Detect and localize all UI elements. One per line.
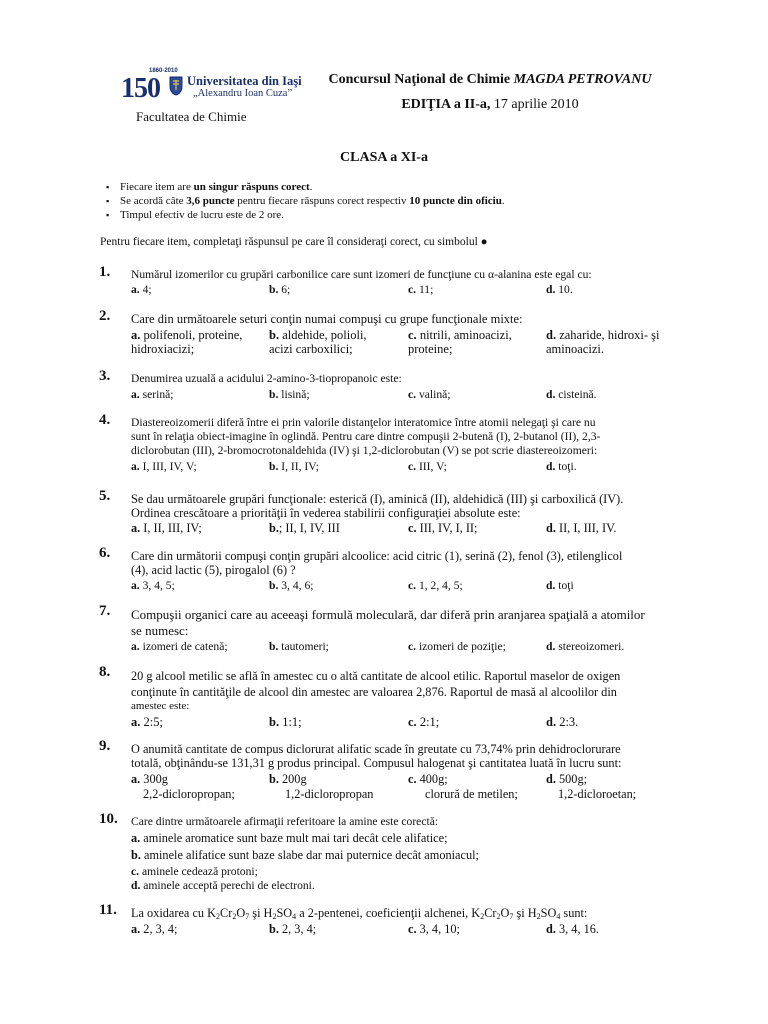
- question-number: 1.: [99, 264, 111, 280]
- option-c[interactable]: c. nitrili, aminoacizi, proteine;: [408, 328, 512, 356]
- option-b-subtext: 1,2-dicloropropan: [285, 787, 374, 801]
- option-c[interactable]: c. 2:1;: [408, 715, 440, 729]
- option-a[interactable]: a. 4;: [131, 283, 152, 296]
- edition-line: [290, 97, 690, 113]
- question-line: se numesc:: [131, 623, 189, 638]
- question-text: La oxidarea cu $K_2Cr_2O_7$ şi $H_2SO_4$ a 2-pentenei, coeficienţii alchenei, $K_2Cr_2O_7$ şi $H_2SO_4$ sunt:: [131, 906, 588, 921]
- bullet-icon: ▪: [106, 196, 110, 206]
- rule-text: pentru fiecare răspuns corect respectiv: [234, 195, 410, 207]
- option-c[interactable]: c. III, V;: [408, 460, 447, 473]
- question-number: 9.: [99, 738, 111, 754]
- rule-bold: 10 puncte din oficiu: [409, 195, 502, 207]
- question-line: sunt în relaţia obiect-imagine în oglindă. Pentru care dintre compuşii 2-butenă (I), 2-butanol (II), 2,3-: [131, 430, 601, 443]
- question-text: Care dintre următoarele afirmaţii referitoare la amine este corectă:: [131, 815, 439, 828]
- option-b[interactable]: b.; II, I, IV, III: [269, 521, 340, 535]
- options-row: [131, 460, 684, 474]
- edition-date: 17 aprilie 2010: [490, 97, 579, 112]
- option-a[interactable]: a. aminele aromatice sunt baze mult mai tari decât cele alifatice;: [131, 831, 448, 845]
- crest-icon: [169, 76, 183, 96]
- option-a[interactable]: a. I, II, III, IV;: [131, 521, 202, 535]
- rule-item: [106, 208, 505, 222]
- edition-label: EDIŢIA a II-a,: [401, 97, 491, 112]
- option-b[interactable]: b. aldehide, polioli, acizi carboxilici;: [269, 328, 367, 356]
- option-d[interactable]: d. 3, 4, 16.: [546, 922, 599, 936]
- question-line: diclorobutan (III), 2-bromocrotonaldehida (IV) şi 1,2-diclorobutan (V) se pot scrie diastereoizomeri:: [131, 444, 598, 457]
- options-row: [131, 283, 684, 297]
- question-line: conţinute în cantităţile de alcool din amestec are valoarea 2,876. Raportul de masă al alcoolilor din: [131, 685, 617, 699]
- faculty-name: Facultatea de Chimie: [136, 109, 247, 124]
- rule-text: .: [309, 181, 313, 193]
- option-c[interactable]: c. 3, 4, 10;: [408, 922, 460, 936]
- question-line: Se dau următoarele grupări funcţionale: esterică (I), aminică (II), aldehidică (III) şi carboxilică (IV).: [131, 492, 624, 506]
- options-row: [131, 772, 684, 786]
- question-line: Compuşii organici care au aceeaşi formulă moleculară, dar diferă prin aranjarea spaţială a atomilor: [131, 607, 645, 622]
- options-row: [131, 328, 684, 356]
- option-d[interactable]: d. 2:3.: [546, 715, 579, 729]
- page-header: [0, 0, 768, 180]
- option-d[interactable]: d. zaharide, hidroxi- şi aminoacizi.: [546, 328, 660, 356]
- class-title: CLASA a XI-a: [340, 150, 428, 165]
- options-row: [131, 388, 684, 402]
- option-c[interactable]: c. 400g;: [408, 772, 448, 786]
- option-b[interactable]: b. 200g: [269, 772, 307, 786]
- option-d[interactable]: d. 10.: [546, 283, 573, 296]
- question-text: Numărul izomerilor cu grupări carbonilice care sunt izomeri de funcţiune cu α-alanina este egal cu:: [131, 268, 592, 281]
- option-c[interactable]: c. 1, 2, 4, 5;: [408, 579, 463, 592]
- question-line: (4), acid lactic (5), pirogalol (6) ?: [131, 563, 296, 577]
- option-b[interactable]: b. 6;: [269, 283, 291, 296]
- contest-title: [290, 72, 690, 88]
- rule-item: [106, 194, 505, 208]
- logo-years: 1860-2010: [149, 68, 178, 74]
- question-line: Ordinea crescătoare a priorităţii în vederea stabilirii configuraţiei absolute este:: [131, 506, 521, 520]
- rule-bold: un singur răspuns corect: [193, 181, 310, 193]
- question-number: 7.: [99, 603, 111, 619]
- question-number: 10.: [99, 811, 118, 827]
- question-number: 5.: [99, 488, 111, 504]
- question-number: 8.: [99, 664, 111, 680]
- question-text: [131, 742, 684, 770]
- options-row: [131, 640, 684, 654]
- option-c[interactable]: c. valină;: [408, 388, 451, 401]
- question-text: [131, 416, 684, 458]
- option-a[interactable]: a. izomeri de catenă;: [131, 640, 228, 653]
- bullet-icon: ▪: [106, 182, 110, 192]
- option-c-subtext: clorură de metilen;: [425, 787, 518, 801]
- question-number: 11.: [99, 902, 117, 918]
- option-b[interactable]: b. 2, 3, 4;: [269, 922, 317, 936]
- logo-university-line2: „Alexandru Ioan Cuza”: [193, 88, 293, 99]
- question-line: Diastereoizomerii diferă între ei prin valorile distanţelor interatomice între atomii nelegaţi şi care nu: [131, 416, 596, 429]
- options-row: [131, 715, 684, 729]
- option-d[interactable]: d. cisteină.: [546, 388, 597, 401]
- question-line: 20 g alcool metilic se află în amestec cu o altă cantitate de alcool etilic. Raportul maselor de oxigen: [131, 669, 621, 683]
- question-text: Denumirea uzuală a acidului 2-amino-3-tiopropanoic este:: [131, 372, 402, 385]
- question-text: Care din următoarele seturi conţin numai compuşi cu grupe funcţionale mixte:: [131, 312, 523, 326]
- contest-prefix: Concursul Naţional de Chimie: [328, 72, 514, 87]
- option-c[interactable]: c. izomeri de poziţie;: [408, 640, 506, 653]
- option-c[interactable]: c. III, IV, I, II;: [408, 521, 478, 535]
- option-b[interactable]: b. lisină;: [269, 388, 310, 401]
- option-b[interactable]: b. 1:1;: [269, 715, 302, 729]
- contest-name: MAGDA PETROVANU: [513, 72, 652, 87]
- option-b[interactable]: b. I, II, IV;: [269, 460, 320, 473]
- option-d-subtext: 1,2-dicloroetan;: [558, 787, 637, 801]
- bullet-icon: ▪: [106, 210, 110, 220]
- question-number: 2.: [99, 308, 111, 324]
- option-a[interactable]: a. polifenoli, proteine, hidroxiacizi;: [131, 328, 243, 356]
- option-a-subtext: 2,2-dicloropropan;: [143, 787, 235, 801]
- question-line: totală, obţinându-se 131,31 g produs principal. Compusul halogenat şi cantitatea luată în lucru sunt:: [131, 756, 622, 770]
- rule-text: Timpul efectiv de lucru este de 2 ore.: [120, 209, 284, 221]
- question-text: [131, 607, 684, 639]
- option-a[interactable]: a. 300g: [131, 772, 168, 786]
- rule-text: Se acordă câte: [120, 195, 187, 207]
- option-a[interactable]: a. 3, 4, 5;: [131, 579, 175, 592]
- question-number: 3.: [99, 368, 111, 384]
- logo-150: 150: [121, 73, 160, 104]
- option-c[interactable]: c. 11;: [408, 283, 434, 296]
- question-number: 6.: [99, 545, 111, 561]
- rule-bold: 3,6 puncte: [186, 195, 235, 207]
- option-d[interactable]: d. toţi.: [546, 460, 577, 473]
- question-text: [131, 668, 684, 713]
- logo-university-line1: Universitatea din Iaşi: [187, 74, 302, 88]
- rule-text: Fiecare item are: [120, 181, 194, 193]
- option-d[interactable]: d. II, I, III, IV.: [546, 521, 617, 535]
- option-b[interactable]: b. aminele alifatice sunt baze slabe dar mai puternice decât amoniacul;: [131, 848, 479, 862]
- university-logo: [121, 68, 302, 104]
- rule-text: .: [501, 195, 505, 207]
- options-row: [131, 922, 684, 936]
- option-c[interactable]: c. aminele cedează protoni;: [131, 865, 258, 878]
- question-number: 4.: [99, 412, 111, 428]
- option-a[interactable]: a. 2, 3, 4;: [131, 922, 178, 936]
- option-a[interactable]: a. I, III, IV, V;: [131, 460, 197, 473]
- option-b[interactable]: b. tautomeri;: [269, 640, 329, 653]
- option-d[interactable]: d. 500g;: [546, 772, 588, 786]
- question-line: amestec este:: [131, 700, 190, 712]
- options-row: [131, 521, 684, 535]
- option-d[interactable]: d. aminele acceptă perechi de electroni.: [131, 879, 315, 892]
- question-text: [131, 492, 684, 520]
- rules-list: [106, 180, 505, 222]
- option-a[interactable]: a. 2:5;: [131, 715, 163, 729]
- rule-item: [106, 180, 505, 194]
- options-subtext-row: [131, 787, 684, 801]
- option-d[interactable]: d. toţi: [546, 579, 574, 592]
- question-text: [131, 549, 684, 577]
- question-line: Care din următorii compuşi conţin grupări alcoolice: acid citric (1), serină (2), fenol (3), etilenglicol: [131, 549, 623, 563]
- question-line: O anumită cantitate de compus diclorurat alifatic scade în greutate cu 73,74% prin dehidroclorurare: [131, 742, 621, 756]
- options-row: [131, 579, 684, 593]
- option-a[interactable]: a. serină;: [131, 388, 174, 401]
- instruction-text: Pentru fiecare item, completaţi răspunsul pe care îl consideraţi corect, cu simbolul ●: [100, 236, 488, 248]
- option-b[interactable]: b. 3, 4, 6;: [269, 579, 314, 592]
- option-d[interactable]: d. stereoizomeri.: [546, 640, 625, 653]
